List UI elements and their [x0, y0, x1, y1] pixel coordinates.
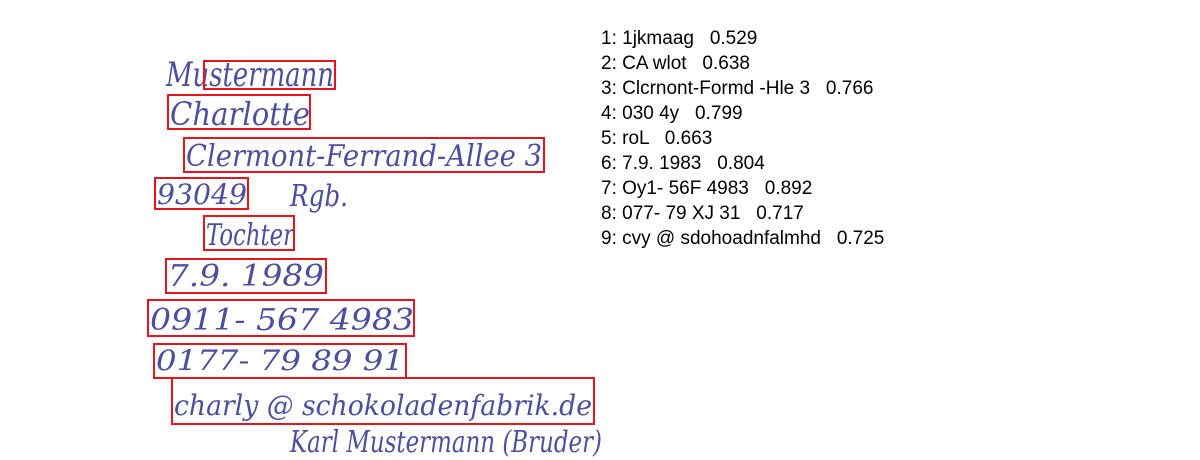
result-line — [601, 176, 884, 201]
handwritten-phone: 0911- 567 4983 — [150, 303, 414, 338]
handwritten-city: Rgb. — [289, 179, 348, 214]
result-text: 030 4y — [622, 103, 680, 124]
result-score: 0.638 — [702, 53, 750, 74]
result-index: 5: — [601, 128, 617, 149]
result-line — [601, 101, 884, 126]
result-score: 0.804 — [717, 153, 765, 174]
result-line — [601, 151, 884, 176]
result-score: 0.766 — [825, 78, 874, 99]
handwritten-email: charly @ schokoladenfabrik.de — [174, 389, 592, 422]
result-index: 6: — [601, 153, 617, 174]
result-score: 0.529 — [709, 28, 758, 49]
handwritten-signature-line: Karl Mustermann (Bruder) — [289, 425, 602, 460]
recognition-results-list — [601, 26, 884, 251]
result-line — [601, 126, 884, 151]
handwritten-surname: Mustermann — [165, 55, 334, 95]
handwritten-birthdate: 7.9. 1989 — [168, 259, 324, 294]
result-text: roL — [622, 128, 649, 149]
result-text: CA wlot — [622, 53, 687, 74]
result-line — [601, 26, 884, 51]
result-score: 0.799 — [695, 103, 743, 124]
result-index: 3: — [601, 78, 617, 99]
result-text: 1jkmaag — [622, 28, 694, 49]
result-score: 0.725 — [836, 228, 885, 249]
handwritten-relation: Tochter — [206, 218, 296, 253]
result-index: 4: — [601, 103, 617, 124]
result-index: 9: — [601, 228, 617, 249]
handwritten-first-name: Charlotte — [170, 95, 310, 133]
result-line — [601, 76, 884, 101]
result-score: 0.892 — [764, 178, 813, 199]
result-index: 8: — [601, 203, 617, 224]
result-text: 077- 79 XJ 31 — [622, 203, 741, 224]
handwritten-street: Clermont-Ferrand-Allee 3 — [186, 139, 542, 174]
result-line — [601, 51, 884, 76]
result-text: Oy1- 56F 4983 — [622, 178, 749, 199]
handwritten-mobile: 0177- 79 89 91 — [156, 344, 404, 377]
result-text: cvy @ sdohoadnfalmhd — [622, 228, 821, 249]
result-text: Clcrnont-Formd -Hle 3 — [622, 78, 811, 99]
result-line — [601, 201, 884, 226]
result-index: 2: — [601, 53, 617, 74]
handwritten-zip: 93049 — [157, 178, 247, 211]
result-score: 0.717 — [756, 203, 804, 224]
result-index: 7: — [601, 178, 617, 199]
result-text: 7.9. 1983 — [622, 153, 702, 174]
result-score: 0.663 — [664, 128, 713, 149]
result-index: 1: — [601, 28, 617, 49]
result-line — [601, 226, 884, 251]
